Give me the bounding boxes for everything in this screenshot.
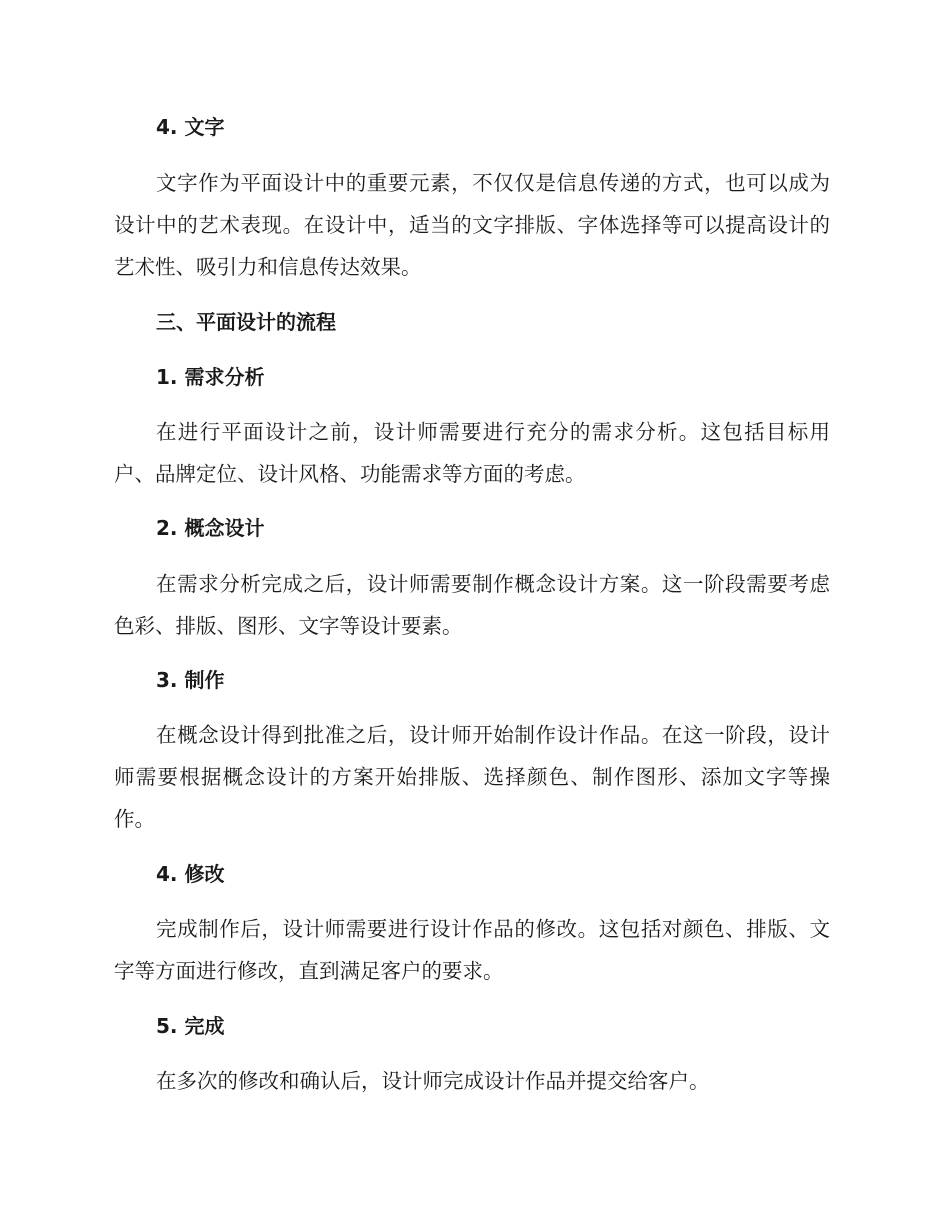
section-heading-concept: 2. 概念设计	[156, 516, 265, 540]
section-heading-revision: 4. 修改	[156, 862, 225, 886]
section-heading-text: 4. 文字	[156, 115, 225, 139]
section-heading-completion: 5. 完成	[156, 1014, 225, 1038]
section-heading-requirements: 1. 需求分析	[156, 365, 265, 389]
paragraph-completion: 在多次的修改和确认后，设计师完成设计作品并提交给客户。	[156, 1069, 710, 1093]
paragraph-revision: 完成制作后，设计师需要进行设计作品的修改。这包括对颜色、排版、文字等方面进行修改，直到满足客户的要求。	[114, 917, 830, 983]
section-heading-production: 3. 制作	[156, 668, 225, 692]
paragraph-concept: 在需求分析完成之后，设计师需要制作概念设计方案。这一阶段需要考虑色彩、排版、图形、文字等设计要素。	[114, 572, 830, 638]
paragraph-requirements: 在进行平面设计之前，设计师需要进行充分的需求分析。这包括目标用户、品牌定位、设计风格、功能需求等方面的考虑。	[114, 420, 830, 486]
paragraph-production: 在概念设计得到批准之后，设计师开始制作设计作品。在这一阶段，设计师需要根据概念设计的方案开始排版、选择颜色、制作图形、添加文字等操作。	[114, 723, 830, 831]
chapter-heading-process: 三、平面设计的流程	[156, 310, 336, 334]
paragraph-text: 文字作为平面设计中的重要元素，不仅仅是信息传递的方式，也可以成为设计中的艺术表现。在设计中，适当的文字排版、字体选择等可以提高设计的艺术性、吸引力和信息传达效果。	[114, 171, 830, 279]
